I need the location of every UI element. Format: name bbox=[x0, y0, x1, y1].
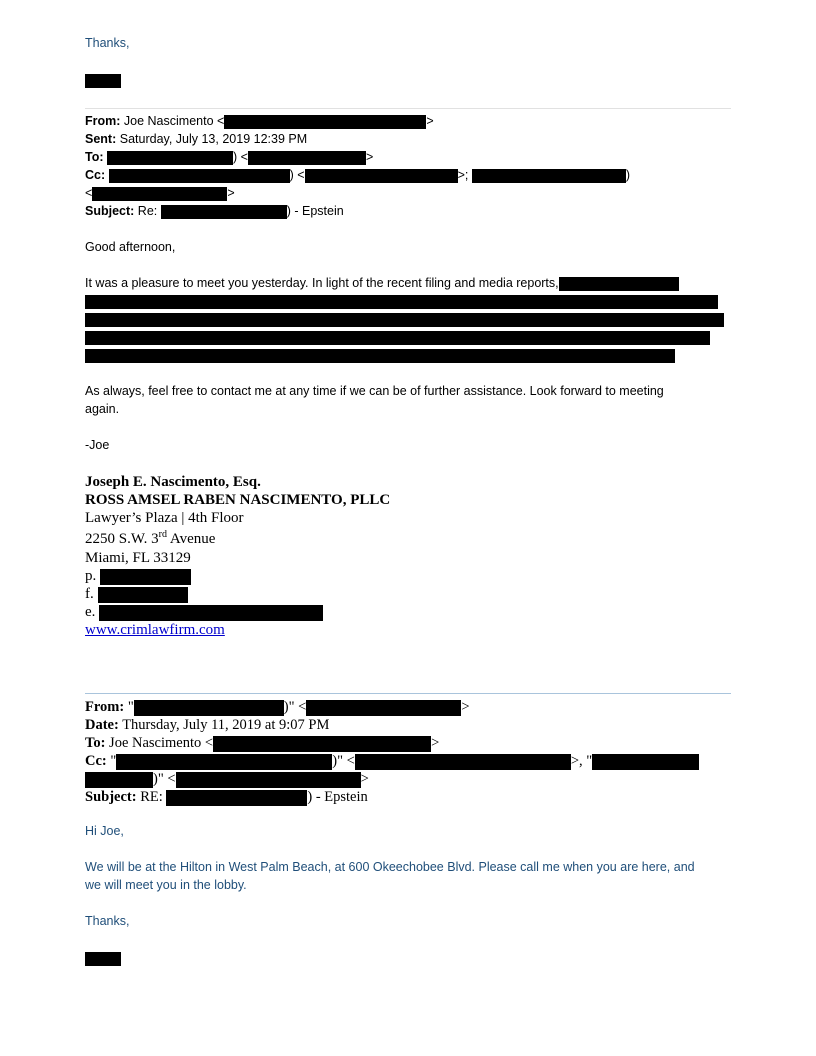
angle-close: > bbox=[431, 735, 440, 751]
email1-signoff: -Joe bbox=[85, 438, 110, 452]
redaction-block bbox=[176, 772, 361, 788]
email-label: e. bbox=[85, 604, 96, 620]
redaction-block bbox=[559, 277, 679, 291]
subject-label: Subject: bbox=[85, 204, 135, 218]
email2-subject-line bbox=[85, 789, 368, 806]
subject-suffix: ) - Epstein bbox=[307, 789, 368, 805]
cc-separator: )" < bbox=[332, 753, 355, 769]
paren-close: ) bbox=[625, 168, 631, 182]
redaction-block bbox=[224, 115, 426, 129]
sent-value: Saturday, July 13, 2019 12:39 PM bbox=[119, 132, 308, 146]
street-suffix: Avenue bbox=[166, 531, 216, 547]
signature-email-line bbox=[85, 604, 323, 621]
email1-to-line bbox=[85, 150, 373, 165]
from-label: From: bbox=[85, 699, 125, 715]
email2-body-line: We will be at the Hilton in West Palm Beach, at 600 Okeechobee Blvd. Please call me when you are here, and bbox=[85, 860, 695, 874]
phone-label: p. bbox=[85, 568, 97, 584]
cc-label: Cc: bbox=[85, 753, 107, 769]
signature-name: Joseph E. Nascimento, Esq. bbox=[85, 474, 261, 490]
signature-address-line: Miami, FL 33129 bbox=[85, 550, 191, 566]
cc-separator: ) < bbox=[289, 168, 305, 182]
angle-open: < bbox=[85, 186, 93, 200]
subject-prefix: Re: bbox=[137, 204, 158, 218]
email1-body-line bbox=[85, 276, 679, 291]
website-link[interactable]: www.crimlawfirm.com bbox=[85, 622, 225, 638]
email2-cc-line-2 bbox=[85, 771, 369, 788]
redaction-block bbox=[98, 587, 188, 603]
redaction-block bbox=[85, 331, 710, 345]
redaction-block bbox=[92, 187, 227, 201]
quote-open: " bbox=[110, 753, 117, 769]
redaction-block bbox=[355, 754, 571, 770]
redaction-block bbox=[85, 772, 153, 788]
email2-from-line bbox=[85, 699, 470, 716]
body-text: It was a pleasure to meet you yesterday. In light of the recent filing and media reports, bbox=[85, 276, 559, 290]
email2-thanks: Thanks, bbox=[85, 914, 130, 928]
to-label: To: bbox=[85, 735, 106, 751]
angle-close: > bbox=[461, 699, 470, 715]
email2-cc-line bbox=[85, 753, 699, 770]
email2-to-line bbox=[85, 735, 439, 752]
redaction-block bbox=[116, 754, 332, 770]
redaction-block bbox=[85, 952, 121, 966]
to-name: Joe Nascimento < bbox=[109, 735, 214, 751]
redaction-block bbox=[166, 790, 307, 806]
to-label: To: bbox=[85, 150, 104, 164]
email1-cc-line bbox=[85, 168, 630, 183]
redaction-block bbox=[85, 295, 718, 309]
subject-label: Subject: bbox=[85, 789, 137, 805]
redaction-block bbox=[134, 700, 284, 716]
date-value: Thursday, July 11, 2019 at 9:07 PM bbox=[122, 717, 330, 733]
signature-address-line bbox=[85, 531, 215, 548]
signature-firm: ROSS AMSEL RABEN NASCIMENTO, PLLC bbox=[85, 492, 391, 508]
signature-fax-line bbox=[85, 586, 188, 603]
divider bbox=[85, 693, 731, 694]
redaction-block bbox=[592, 754, 699, 770]
email1-from-line bbox=[85, 114, 434, 129]
redaction-block bbox=[85, 74, 121, 88]
top-thanks: Thanks, bbox=[85, 36, 130, 50]
fax-label: f. bbox=[85, 586, 94, 602]
angle-close: > bbox=[365, 150, 374, 164]
email2-body-line-2: we will meet you in the lobby. bbox=[85, 878, 247, 892]
redaction-block bbox=[99, 605, 323, 621]
signature-phone-line bbox=[85, 568, 191, 585]
divider bbox=[85, 108, 731, 109]
email1-subject-line bbox=[85, 204, 344, 219]
redaction-block bbox=[306, 700, 461, 716]
redaction-block bbox=[305, 169, 458, 183]
subject-suffix: ) - Epstein bbox=[286, 204, 344, 218]
email2-greeting: Hi Joe, bbox=[85, 824, 124, 838]
subject-prefix: RE: bbox=[140, 789, 163, 805]
redaction-block bbox=[85, 313, 724, 327]
email1-closing-line-2: again. bbox=[85, 402, 120, 416]
redaction-block bbox=[472, 169, 626, 183]
from-label: From: bbox=[85, 114, 121, 128]
cc-separator: >, " bbox=[570, 753, 593, 769]
redaction-block bbox=[161, 205, 287, 219]
from-name: Joe Nascimento < bbox=[123, 114, 225, 128]
email2-date-line bbox=[85, 717, 329, 734]
redaction-block bbox=[100, 569, 191, 585]
email1-closing-line: As always, feel free to contact me at any time if we can be of further assistance. Look forward to meeting bbox=[85, 384, 664, 398]
redaction-block bbox=[109, 169, 290, 183]
ordinal-suffix: rd bbox=[158, 529, 167, 540]
cc-separator: >; bbox=[457, 168, 469, 182]
angle-close: > bbox=[227, 186, 235, 200]
date-label: Date: bbox=[85, 717, 119, 733]
email1-sent-line bbox=[85, 132, 307, 146]
redaction-block bbox=[85, 349, 675, 363]
quote-open: " bbox=[127, 699, 134, 715]
redaction-block bbox=[107, 151, 233, 165]
redaction-block bbox=[248, 151, 366, 165]
cc-label: Cc: bbox=[85, 168, 106, 182]
street: 2250 S.W. 3 bbox=[85, 531, 159, 547]
redaction-block bbox=[213, 736, 431, 752]
angle-close: > bbox=[360, 771, 369, 787]
cc-separator: )" < bbox=[153, 771, 176, 787]
signature-address-line: Lawyer’s Plaza | 4th Floor bbox=[85, 510, 244, 526]
to-separator: ) < bbox=[233, 150, 248, 164]
email1-greeting: Good afternoon, bbox=[85, 240, 176, 254]
sent-label: Sent: bbox=[85, 132, 117, 146]
angle-close: > bbox=[426, 114, 434, 128]
email1-cc-line-2 bbox=[85, 186, 235, 201]
from-separator: )" < bbox=[283, 699, 307, 715]
